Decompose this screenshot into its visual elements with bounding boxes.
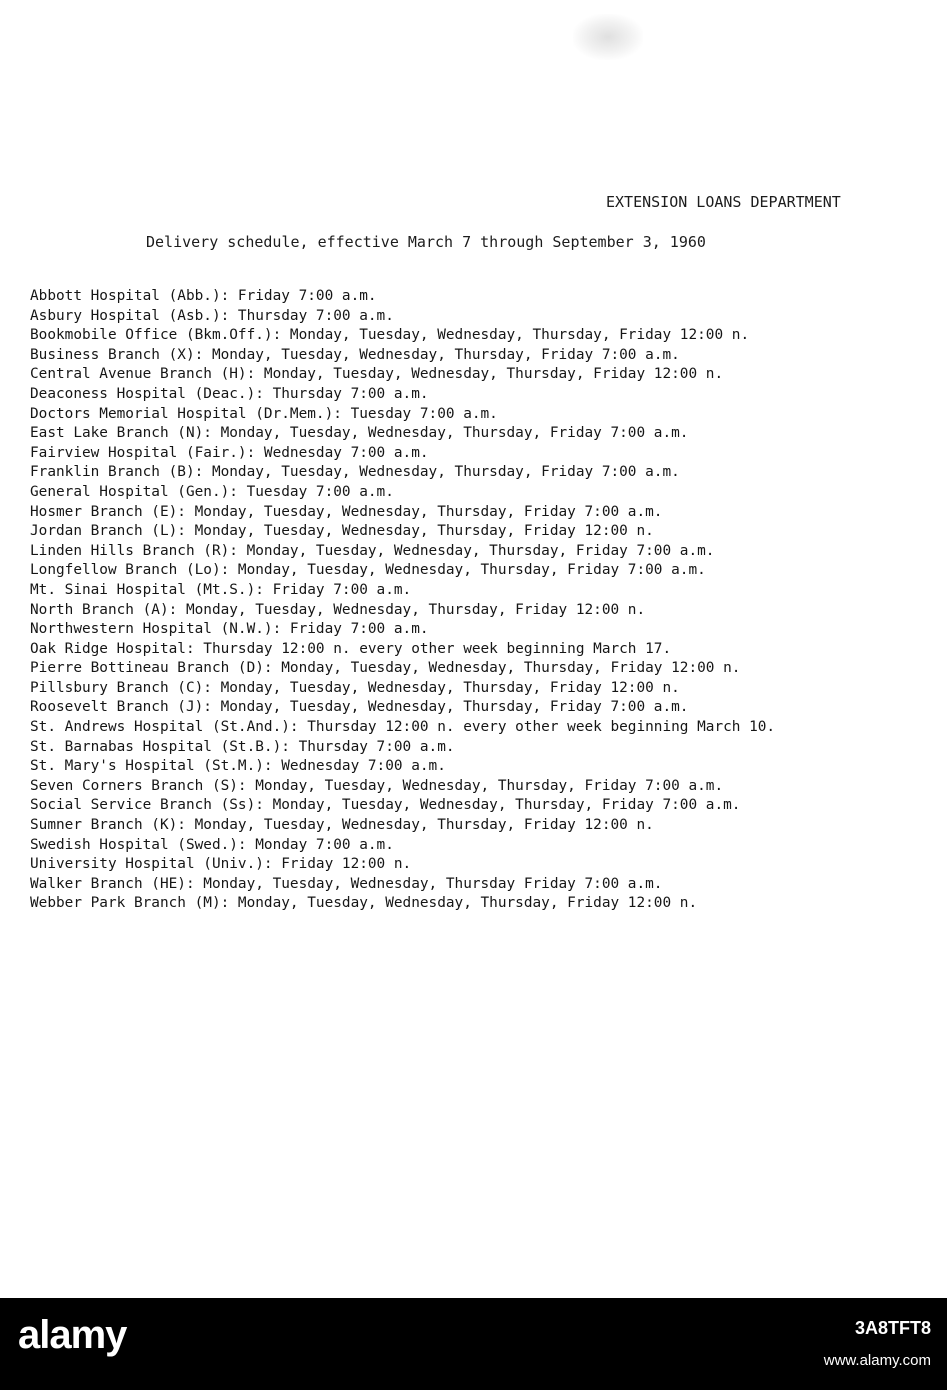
schedule-entry: Linden Hills Branch (R): Monday, Tuesday, Wednesday, Thursday, Friday 7:00 a.m. xyxy=(30,542,715,559)
schedule-entry: Roosevelt Branch (J): Monday, Tuesday, Wednesday, Thursday, Friday 7:00 a.m. xyxy=(30,699,689,716)
schedule-entry: St. Barnabas Hospital (St.B.): Thursday 7:00 a.m. xyxy=(30,738,455,755)
schedule-entry: General Hospital (Gen.): Tuesday 7:00 a.m. xyxy=(30,483,394,500)
schedule-entry: Social Service Branch (Ss): Monday, Tuesday, Wednesday, Thursday, Friday 7:00 a.m. xyxy=(30,797,741,814)
schedule-entry: Jordan Branch (L): Monday, Tuesday, Wednesday, Thursday, Friday 12:00 n. xyxy=(30,523,654,540)
schedule-entry: Deaconess Hospital (Deac.): Thursday 7:00 a.m. xyxy=(30,385,429,402)
schedule-entry: Doctors Memorial Hospital (Dr.Mem.): Tuesday 7:00 a.m. xyxy=(30,405,498,422)
schedule-entry: Fairview Hospital (Fair.): Wednesday 7:00 a.m. xyxy=(30,444,429,461)
schedule-entry: Oak Ridge Hospital: Thursday 12:00 n. every other week beginning March 17. xyxy=(30,640,672,657)
schedule-entry: Business Branch (X): Monday, Tuesday, Wednesday, Thursday, Friday 7:00 a.m. xyxy=(30,346,680,363)
schedule-entry: Hosmer Branch (E): Monday, Tuesday, Wednesday, Thursday, Friday 7:00 a.m. xyxy=(30,503,663,520)
schedule-entry: Abbott Hospital (Abb.): Friday 7:00 a.m. xyxy=(30,288,377,304)
schedule-subtitle: Delivery schedule, effective March 7 through September 3, 1960 xyxy=(146,233,706,251)
schedule-entry: Webber Park Branch (M): Monday, Tuesday, Wednesday, Thursday, Friday 12:00 n. xyxy=(30,895,698,912)
schedule-entry: St. Mary's Hospital (St.M.): Wednesday 7:00 a.m. xyxy=(30,758,446,775)
schedule-entry: Pillsbury Branch (C): Monday, Tuesday, Wednesday, Thursday, Friday 12:00 n. xyxy=(30,679,680,696)
schedule-entry: North Branch (A): Monday, Tuesday, Wednesday, Thursday, Friday 12:00 n. xyxy=(30,601,646,618)
schedule-entry: St. Andrews Hospital (St.And.): Thursday 12:00 n. every other week beginning March 10. xyxy=(30,719,776,736)
schedule-entry: Longfellow Branch (Lo): Monday, Tuesday, Wednesday, Thursday, Friday 7:00 a.m. xyxy=(30,562,706,579)
alamy-logo: alamy xyxy=(18,1313,127,1357)
schedule-entry: Northwestern Hospital (N.W.): Friday 7:00 a.m. xyxy=(30,621,429,638)
schedule-entry: Central Avenue Branch (H): Monday, Tuesday, Wednesday, Thursday, Friday 12:00 n. xyxy=(30,366,724,383)
schedule-entry: Walker Branch (HE): Monday, Tuesday, Wednesday, Thursday Friday 7:00 a.m. xyxy=(30,875,663,892)
schedule-entry: Asbury Hospital (Asb.): Thursday 7:00 a.m. xyxy=(30,307,394,324)
schedule-entry: University Hospital (Univ.): Friday 12:00 n. xyxy=(30,856,412,873)
image-id: 3A8TFT8 xyxy=(854,1318,931,1338)
paper-stain xyxy=(573,14,643,60)
schedule-entry: Mt. Sinai Hospital (Mt.S.): Friday 7:00 a.m. xyxy=(30,581,412,598)
schedule-entry: Pierre Bottineau Branch (D): Monday, Tuesday, Wednesday, Thursday, Friday 12:00 n. xyxy=(30,660,741,677)
schedule-entry: Franklin Branch (B): Monday, Tuesday, Wednesday, Thursday, Friday 7:00 a.m. xyxy=(30,464,680,481)
delivery-schedule-list xyxy=(30,287,775,914)
schedule-entry: Swedish Hospital (Swed.): Monday 7:00 a.m. xyxy=(30,836,394,853)
watermark-footer xyxy=(0,1298,947,1390)
schedule-entry: Bookmobile Office (Bkm.Off.): Monday, Tuesday, Wednesday, Thursday, Friday 12:00 n. xyxy=(30,327,750,344)
schedule-entry: East Lake Branch (N): Monday, Tuesday, Wednesday, Thursday, Friday 7:00 a.m. xyxy=(30,425,689,442)
schedule-entry: Seven Corners Branch (S): Monday, Tuesday, Wednesday, Thursday, Friday 7:00 a.m. xyxy=(30,777,724,794)
department-heading: EXTENSION LOANS DEPARTMENT xyxy=(606,193,841,211)
site-url: www.alamy.com xyxy=(823,1352,931,1369)
schedule-entry: Sumner Branch (K): Monday, Tuesday, Wednesday, Thursday, Friday 12:00 n. xyxy=(30,817,654,834)
